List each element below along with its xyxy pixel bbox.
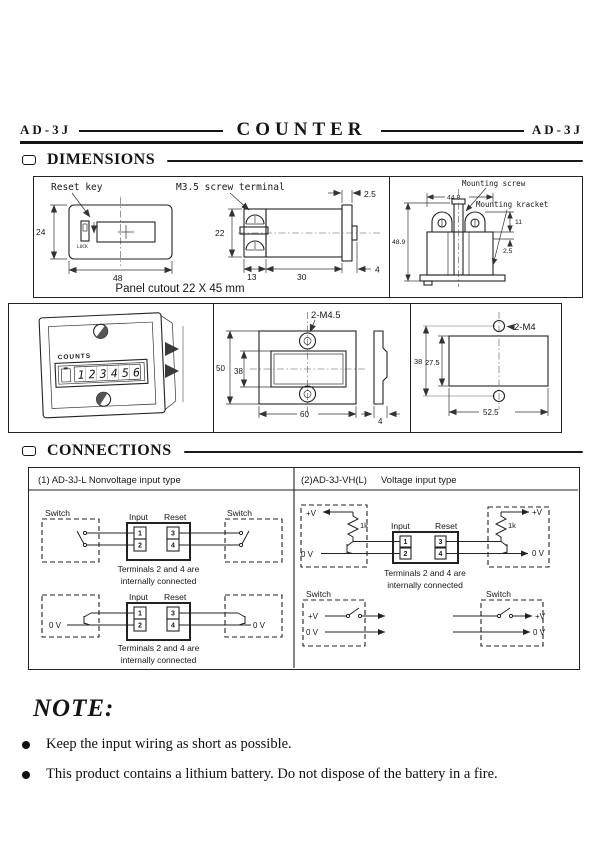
hole-spec-m4: 2-M4 (514, 322, 536, 333)
dim-48: 48 (113, 273, 123, 283)
dim-38: 38 (234, 367, 243, 376)
dim-2-5-mount: 2.5 (503, 248, 513, 255)
note-item (22, 766, 587, 783)
internal-note-line1: Terminals 2 and 4 are (117, 564, 200, 574)
connections-section-header (22, 442, 583, 460)
dim-30: 30 (297, 272, 307, 282)
internal-note-line2: internally connected (120, 576, 197, 586)
input-label: Input (129, 512, 148, 522)
panel2-type: Voltage input type (381, 475, 457, 486)
screw-bottom-icon (93, 389, 110, 406)
connections-heading: CONNECTIONS (47, 442, 172, 459)
zero-volt-label: 0 V (253, 621, 266, 630)
screw-top-icon (93, 324, 111, 342)
lock-label: LOCK (77, 245, 88, 250)
reset-label: Reset (164, 512, 187, 522)
page-title: COUNTER (236, 119, 367, 140)
note-item (22, 736, 587, 753)
model-code-left: AD-3J (20, 122, 72, 137)
reset-label: Reset (435, 521, 458, 531)
resistor-value: 1k (508, 521, 516, 530)
dim-24: 24 (36, 227, 46, 237)
input-label: Input (391, 521, 410, 531)
figure-mounting-bracket (389, 176, 583, 298)
dim-50: 50 (216, 364, 225, 373)
switch-label: Switch (306, 589, 332, 599)
reset-key-label: Reset key (51, 182, 103, 193)
dimensions-heading-line (167, 160, 583, 163)
page-header (20, 119, 583, 141)
counter-display-value: 123456 (77, 364, 145, 382)
section-bullet-icon (22, 446, 36, 456)
internal-note-line2: internally connected (387, 580, 463, 590)
figure-mounting-plate (213, 303, 411, 433)
dim-48-9: 48.9 (392, 239, 406, 246)
dim-22: 22 (215, 228, 225, 238)
dim-60: 60 (300, 410, 309, 419)
dim-44-8: 44.8 (447, 194, 461, 202)
plus-volt-label: +V (308, 612, 319, 621)
terminal-2: 2 (403, 551, 408, 558)
dim-52-5: 52.5 (483, 408, 499, 417)
diagram-nonvoltage-switch (42, 508, 282, 586)
switch-label: Switch (486, 589, 512, 599)
cutout-drawing (411, 304, 561, 432)
mounting-screw-label: Mounting screw (462, 179, 526, 188)
dim-11: 11 (515, 219, 523, 226)
terminal-4: 4 (171, 542, 175, 550)
panel2-model: (2)AD-3J-VH(L) (301, 475, 367, 486)
panel1-title: (1) AD-3J-L Nonvoltage input type (38, 475, 181, 486)
terminal-1: 1 (138, 530, 142, 538)
figure-panel-cutout (410, 303, 562, 433)
wiring-diagrams (29, 468, 578, 668)
connections-heading-line (184, 451, 583, 454)
header-line-left (79, 130, 222, 132)
switch-label: Switch (45, 508, 71, 518)
header-line-right (381, 130, 524, 132)
dimensions-heading: DIMENSIONS (47, 151, 156, 168)
front-view-drawing (9, 304, 213, 432)
header-rule (20, 141, 583, 144)
zero-volt-label: 0 V (301, 550, 314, 559)
internal-note-line1: Terminals 2 and 4 are (117, 643, 200, 653)
battery-icon (61, 367, 71, 382)
dimensions-section-header (22, 151, 583, 169)
plus-volt-label: +V (535, 612, 546, 621)
terminal-4: 4 (171, 622, 175, 630)
dim-thickness-4: 4 (378, 417, 383, 426)
terminal-3: 3 (438, 539, 443, 546)
terminal-1: 1 (403, 539, 408, 546)
terminal-1: 1 (138, 610, 142, 618)
bullet-icon (22, 771, 30, 779)
note-text: Keep the input wiring as short as possible. (46, 736, 292, 752)
hole-spec-m45: 2-M4.5 (311, 310, 341, 321)
terminal-2: 2 (138, 622, 142, 630)
zero-volt-label: 0 V (533, 628, 546, 637)
terminal-2: 2 (138, 542, 142, 550)
section-bullet-icon (22, 155, 36, 165)
dim-2-5: 2.5 (364, 189, 376, 199)
model-code-right: AD-3J (531, 122, 584, 137)
plus-volt-label: +V (306, 509, 317, 518)
dim-cut-38: 38 (414, 357, 423, 366)
input-label: Input (129, 592, 148, 602)
resistor-value: 1k (360, 521, 368, 530)
terminal-4: 4 (438, 551, 443, 558)
panel-cutout-caption: Panel cutout 22 X 45 mm (115, 283, 245, 295)
note-text: This product contains a lithium battery. Do not dispose of the battery in a fire. (46, 766, 498, 782)
mounting-bracket-label: Mounting kracket (476, 200, 549, 209)
connections-figure (28, 467, 580, 670)
plate-drawing (214, 304, 410, 432)
zero-volt-label: 0 V (306, 628, 319, 637)
front-side-drawing (34, 177, 389, 297)
internal-note-line1: Terminals 2 and 4 are (384, 568, 466, 578)
terminal-3: 3 (171, 530, 175, 538)
figure-front-side-views (33, 176, 390, 298)
zero-volt-label: 0 V (532, 549, 545, 558)
figure-product-front-view (8, 303, 214, 433)
zero-volt-label: 0 V (49, 621, 62, 630)
diagram-voltage-input (301, 505, 549, 590)
terminal-3: 3 (171, 610, 175, 618)
mounting-drawing (390, 177, 582, 297)
dim-27-5: 27.5 (425, 358, 440, 367)
plus-volt-label: +V (532, 508, 543, 517)
bullet-icon (22, 741, 30, 749)
diagram-nonvoltage-transistor (42, 592, 282, 665)
dim-13: 13 (247, 272, 257, 282)
reset-label: Reset (164, 592, 187, 602)
note-heading: NOTE: (33, 695, 115, 722)
diagram-voltage-switch (303, 589, 546, 646)
counts-label: COUNTS (57, 352, 92, 362)
switch-label: Switch (227, 508, 253, 518)
dim-4: 4 (375, 264, 380, 275)
internal-note-line2: internally connected (120, 655, 197, 665)
screw-terminal-label: M3.5 screw terminal (176, 182, 285, 193)
